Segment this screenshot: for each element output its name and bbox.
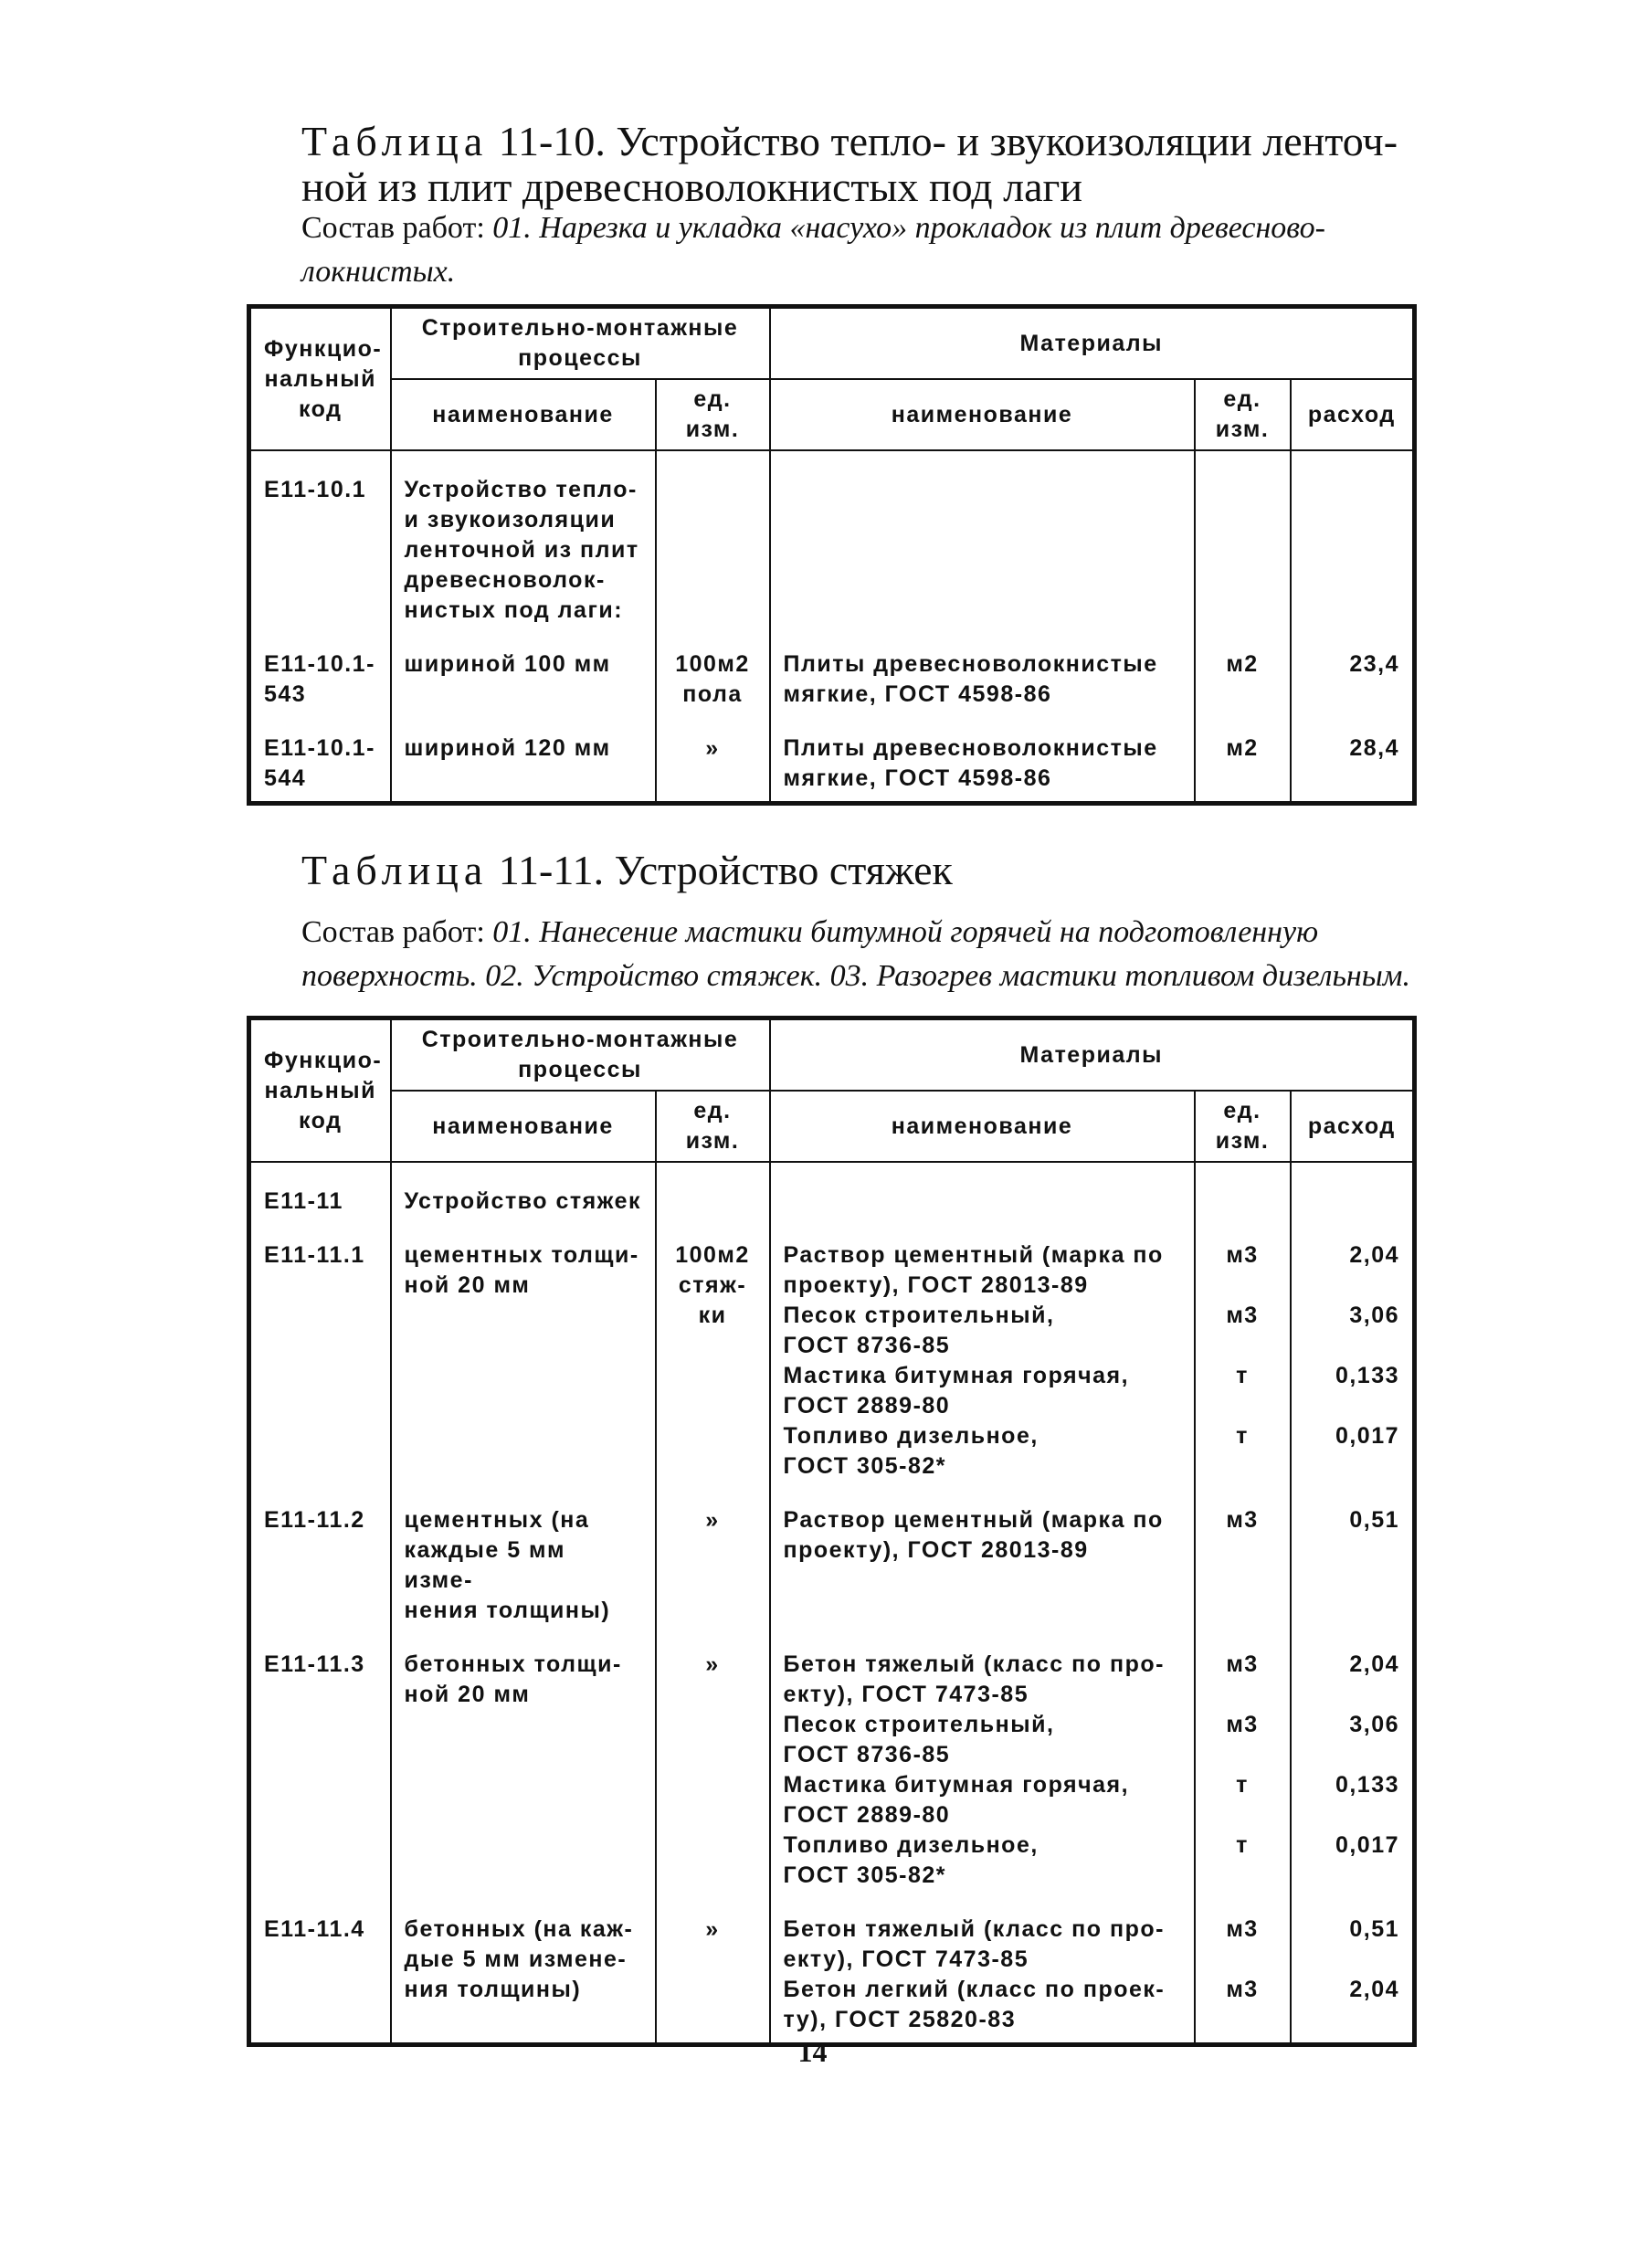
table-10-body bbox=[249, 450, 1415, 804]
process-name-line: бетонных (на каж- bbox=[404, 1916, 634, 1942]
process-name-cell bbox=[391, 1650, 656, 1891]
header-processes bbox=[391, 1018, 770, 1092]
header-code bbox=[249, 1018, 391, 1163]
process-name-line: Устройство стяжек bbox=[404, 1188, 641, 1214]
table-11-title-prefix: Таблица bbox=[301, 847, 489, 893]
process-unit-line: ки bbox=[698, 1303, 727, 1328]
header-consumption: расход bbox=[1291, 379, 1415, 450]
material-name-cell bbox=[770, 1240, 1195, 1482]
consumption-cell bbox=[1291, 1650, 1415, 1891]
material-unit-cell bbox=[1195, 1240, 1291, 1482]
process-unit-line: » bbox=[705, 735, 720, 761]
material-item bbox=[784, 1975, 1181, 2035]
process-name-cell bbox=[391, 1240, 656, 1482]
material-unit-cell bbox=[1195, 649, 1291, 710]
material-consumption: 3,06 bbox=[1349, 1712, 1400, 1737]
spacer-cell bbox=[391, 1482, 656, 1505]
code-line: Е11-11.4 bbox=[264, 1916, 365, 1942]
spacer-cell bbox=[1291, 710, 1415, 733]
spacer-cell bbox=[249, 1162, 391, 1187]
spacer-cell bbox=[1291, 1891, 1415, 1915]
table-11-header bbox=[249, 1018, 1415, 1163]
process-unit-line: » bbox=[705, 1916, 720, 1942]
code-line: 544 bbox=[264, 765, 307, 791]
composition-text-line1: 01. Нарезка и укладка «насухо» прокладок из плит древесново- bbox=[492, 211, 1325, 245]
process-unit-line: » bbox=[705, 1651, 720, 1677]
code-line: Е11-11.3 bbox=[264, 1651, 365, 1677]
material-name-line: екту), ГОСТ 7473-85 bbox=[783, 1946, 1029, 1972]
material-unit: т bbox=[1236, 1423, 1249, 1449]
material-name-cell bbox=[770, 1650, 1195, 1891]
process-name-line: ной 20 мм bbox=[404, 1682, 531, 1707]
spacer-cell bbox=[1195, 1162, 1291, 1187]
material-name-line: ГОСТ 8736-85 bbox=[783, 1333, 951, 1358]
spacer-cell bbox=[1195, 1482, 1291, 1505]
material-name-line: проекту), ГОСТ 28013-89 bbox=[783, 1272, 1089, 1298]
header-code-line: код bbox=[299, 1107, 343, 1134]
material-item bbox=[784, 1710, 1181, 1770]
header-material-unit-line: изм. bbox=[1215, 417, 1270, 442]
material-consumption: 23,4 bbox=[1349, 651, 1400, 677]
material-name-line: Топливо дизельное, bbox=[783, 1423, 1039, 1449]
spacer-cell bbox=[249, 1217, 391, 1240]
material-name-line: Плиты древесноволокнистые bbox=[783, 651, 1158, 677]
header-code-line: Функцио- bbox=[264, 335, 383, 362]
table-11-body bbox=[249, 1162, 1415, 2045]
material-unit: т bbox=[1236, 1832, 1249, 1858]
spacer-cell bbox=[391, 1891, 656, 1915]
material-unit: м3 bbox=[1226, 1507, 1259, 1533]
header-material-unit bbox=[1195, 1091, 1291, 1162]
spacer-row bbox=[249, 626, 1415, 649]
code-cell bbox=[249, 1505, 391, 1626]
composition-text-line2: поверхность. 02. Устройство стяжек. 03. Разогрев мастики топливом дизельным. bbox=[301, 959, 1411, 993]
material-unit-cell bbox=[1195, 1915, 1291, 2035]
material-unit: м3 bbox=[1226, 1242, 1259, 1268]
spacer-cell bbox=[391, 1626, 656, 1650]
table-11-composition bbox=[301, 911, 1416, 998]
material-item bbox=[784, 1650, 1181, 1710]
material-item bbox=[784, 649, 1181, 710]
table-10-title-line2: ной из плит древесноволокнистых под лаги bbox=[301, 164, 1082, 210]
process-name-line: ленточной из плит bbox=[404, 537, 639, 563]
spacer-cell bbox=[656, 1891, 770, 1915]
process-name-line: цементных (на bbox=[404, 1507, 590, 1533]
material-name-line: ГОСТ 8736-85 bbox=[783, 1742, 951, 1767]
header-processes-line: процессы bbox=[518, 345, 642, 371]
process-name-line: каждые 5 мм изме- bbox=[404, 1537, 566, 1593]
material-name-line: ГОСТ 2889-80 bbox=[783, 1393, 951, 1419]
material-unit: т bbox=[1236, 1363, 1249, 1388]
consumption-cell bbox=[1291, 1915, 1415, 2035]
code-cell bbox=[249, 1650, 391, 1891]
table-row bbox=[249, 1650, 1415, 1891]
spacer-cell bbox=[391, 626, 656, 649]
header-processes-line: Строительно-монтажные bbox=[421, 1027, 739, 1052]
material-item bbox=[784, 1915, 1181, 1975]
header-material-unit-line: ед. bbox=[1223, 386, 1261, 412]
material-unit-cell bbox=[1195, 475, 1291, 626]
table-row bbox=[249, 1505, 1415, 1626]
page-number: 14 bbox=[797, 2035, 828, 2068]
material-consumption: 0,017 bbox=[1335, 1832, 1400, 1858]
header-code-line: нальный bbox=[264, 365, 377, 392]
spacer-cell bbox=[391, 1217, 656, 1240]
material-item bbox=[784, 1770, 1181, 1830]
spacer-cell bbox=[770, 1162, 1195, 1187]
material-name-cell bbox=[770, 1187, 1195, 1217]
spacer-cell bbox=[391, 1162, 656, 1187]
material-consumption: 0,133 bbox=[1335, 1363, 1400, 1388]
table-row bbox=[249, 475, 1415, 626]
header-material-unit bbox=[1195, 379, 1291, 450]
spacer-cell bbox=[1291, 1482, 1415, 1505]
header-consumption: расход bbox=[1291, 1091, 1415, 1162]
material-item bbox=[784, 733, 1181, 794]
spacer-cell bbox=[1195, 1217, 1291, 1240]
table-row bbox=[249, 733, 1415, 794]
spacer-cell bbox=[1291, 1162, 1415, 1187]
table-10-title bbox=[301, 119, 1407, 210]
code-line: Е11-11.1 bbox=[264, 1242, 365, 1268]
table-10-header bbox=[249, 307, 1415, 451]
process-name-cell bbox=[391, 1187, 656, 1217]
spacer-cell bbox=[770, 1626, 1195, 1650]
process-unit-line: 100м2 bbox=[675, 651, 750, 677]
header-code-line: Функцио- bbox=[264, 1047, 383, 1073]
spacer-cell bbox=[391, 794, 656, 804]
material-name-line: мягкие, ГОСТ 4598-86 bbox=[783, 765, 1052, 791]
spacer-cell bbox=[1291, 1217, 1415, 1240]
material-name-cell bbox=[770, 733, 1195, 794]
material-unit: м2 bbox=[1226, 735, 1259, 761]
material-name-line: Мастика битумная горячая, bbox=[783, 1363, 1130, 1388]
header-unit-line: ед. bbox=[693, 386, 732, 412]
spacer-cell bbox=[656, 1162, 770, 1187]
table-10-title-text: 11-10. Устройство тепло- и звукоизоляции ленточ- bbox=[498, 118, 1398, 164]
spacer-cell bbox=[770, 1482, 1195, 1505]
consumption-cell bbox=[1291, 1240, 1415, 1482]
spacer-cell bbox=[770, 794, 1195, 804]
spacer-cell bbox=[656, 1217, 770, 1240]
material-name-line: ту), ГОСТ 25820-83 bbox=[783, 2007, 1017, 2032]
process-name-line: бетонных толщи- bbox=[404, 1651, 622, 1677]
spacer-cell bbox=[770, 1217, 1195, 1240]
table-10 bbox=[247, 304, 1417, 806]
material-name-line: Бетон легкий (класс по проек- bbox=[783, 1977, 1166, 2002]
code-line: Е11-11 bbox=[264, 1188, 343, 1214]
spacer-cell bbox=[656, 1482, 770, 1505]
header-unit-line: изм. bbox=[685, 1128, 740, 1154]
material-name-cell bbox=[770, 1915, 1195, 2035]
material-item bbox=[784, 1505, 1181, 1566]
spacer-cell bbox=[249, 1891, 391, 1915]
table-row bbox=[249, 1187, 1415, 1217]
process-name-line: дые 5 мм измене- bbox=[404, 1946, 628, 1972]
spacer-cell bbox=[249, 710, 391, 733]
spacer-row bbox=[249, 1891, 1415, 1915]
header-code bbox=[249, 307, 391, 451]
spacer-cell bbox=[391, 450, 656, 475]
material-consumption: 2,04 bbox=[1349, 1977, 1400, 2002]
consumption-cell bbox=[1291, 733, 1415, 794]
material-name-line: Топливо дизельное, bbox=[783, 1832, 1039, 1858]
material-unit-cell bbox=[1195, 733, 1291, 794]
material-name-line: екту), ГОСТ 7473-85 bbox=[783, 1682, 1029, 1707]
process-name-line: шириной 120 мм bbox=[404, 735, 611, 761]
process-name-cell bbox=[391, 1915, 656, 2035]
material-item bbox=[784, 1240, 1181, 1301]
material-name-line: Раствор цементный (марка по bbox=[783, 1242, 1164, 1268]
code-cell bbox=[249, 1240, 391, 1482]
code-line: 543 bbox=[264, 681, 307, 707]
material-name-cell bbox=[770, 1505, 1195, 1626]
spacer-cell bbox=[1291, 626, 1415, 649]
process-name-cell bbox=[391, 475, 656, 626]
code-cell bbox=[249, 649, 391, 710]
spacer-row bbox=[249, 450, 1415, 475]
material-name-cell bbox=[770, 649, 1195, 710]
process-name-line: древесноволок- bbox=[404, 567, 606, 593]
spacer-cell bbox=[249, 450, 391, 475]
material-unit: м3 bbox=[1226, 1916, 1259, 1942]
process-name-cell bbox=[391, 649, 656, 710]
material-unit-cell bbox=[1195, 1650, 1291, 1891]
spacer-cell bbox=[249, 1626, 391, 1650]
header-materials: Материалы bbox=[770, 1018, 1415, 1092]
spacer-cell bbox=[249, 1482, 391, 1505]
spacer-cell bbox=[249, 794, 391, 804]
spacer-cell bbox=[1291, 450, 1415, 475]
spacer-cell bbox=[1291, 1626, 1415, 1650]
header-code-line: код bbox=[299, 396, 343, 422]
header-unit bbox=[656, 379, 770, 450]
material-name-line: мягкие, ГОСТ 4598-86 bbox=[783, 681, 1052, 707]
spacer-cell bbox=[1195, 1891, 1291, 1915]
material-consumption: 0,133 bbox=[1335, 1772, 1400, 1798]
process-unit-cell bbox=[656, 649, 770, 710]
process-unit-line: стяж- bbox=[678, 1272, 747, 1298]
process-unit-cell bbox=[656, 475, 770, 626]
spacer-cell bbox=[1195, 710, 1291, 733]
process-unit-cell bbox=[656, 1915, 770, 2035]
material-name-line: ГОСТ 305-82* bbox=[783, 1453, 947, 1479]
process-unit-cell bbox=[656, 733, 770, 794]
process-name-line: шириной 100 мм bbox=[404, 651, 611, 677]
spacer-cell bbox=[656, 710, 770, 733]
header-material-name: наименование bbox=[770, 379, 1195, 450]
material-consumption: 2,04 bbox=[1349, 1242, 1400, 1268]
process-unit-cell bbox=[656, 1240, 770, 1482]
material-unit: м2 bbox=[1226, 651, 1259, 677]
consumption-cell bbox=[1291, 475, 1415, 626]
material-unit: м3 bbox=[1226, 1651, 1259, 1677]
header-code-line: нальный bbox=[264, 1077, 377, 1103]
material-unit: т bbox=[1236, 1772, 1249, 1798]
header-unit bbox=[656, 1091, 770, 1162]
material-unit: м3 bbox=[1226, 1303, 1259, 1328]
material-unit-cell bbox=[1195, 1505, 1291, 1626]
process-name-line: и звукоизоляции bbox=[404, 507, 617, 533]
material-consumption: 0,51 bbox=[1349, 1507, 1400, 1533]
material-name-line: Песок строительный, bbox=[783, 1303, 1055, 1328]
process-name-cell bbox=[391, 733, 656, 794]
spacer-row bbox=[249, 1482, 1415, 1505]
spacer-cell bbox=[656, 1626, 770, 1650]
code-cell bbox=[249, 475, 391, 626]
material-unit-cell bbox=[1195, 1187, 1291, 1217]
composition-label: Состав работ: bbox=[301, 915, 485, 949]
code-line: Е11-10.1- bbox=[264, 735, 375, 761]
header-material-unit-line: изм. bbox=[1215, 1128, 1270, 1154]
header-unit-line: изм. bbox=[685, 417, 740, 442]
consumption-cell bbox=[1291, 1505, 1415, 1626]
material-consumption: 28,4 bbox=[1349, 735, 1400, 761]
process-name-line: ной 20 мм bbox=[404, 1272, 531, 1298]
header-processes bbox=[391, 307, 770, 380]
header-materials: Материалы bbox=[770, 307, 1415, 380]
process-unit-cell bbox=[656, 1187, 770, 1217]
process-name-line: нистых под лаги: bbox=[404, 597, 624, 623]
spacer-row bbox=[249, 710, 1415, 733]
material-name-line: Плиты древесноволокнистые bbox=[783, 735, 1158, 761]
header-processes-line: Строительно-монтажные bbox=[421, 315, 739, 341]
consumption-cell bbox=[1291, 1187, 1415, 1217]
spacer-cell bbox=[1195, 626, 1291, 649]
header-unit-line: ед. bbox=[693, 1098, 732, 1123]
spacer-cell bbox=[770, 710, 1195, 733]
material-name-line: проекту), ГОСТ 28013-89 bbox=[783, 1537, 1089, 1563]
composition-text-line2: локнистых. bbox=[301, 255, 456, 289]
process-unit-line: 100м2 bbox=[675, 1242, 750, 1268]
table-10-title-prefix: Таблица bbox=[301, 118, 489, 164]
spacer-cell bbox=[1195, 1626, 1291, 1650]
material-name-line: Бетон тяжелый (класс по про- bbox=[783, 1916, 1165, 1942]
spacer-row bbox=[249, 794, 1415, 804]
spacer-cell bbox=[249, 626, 391, 649]
spacer-cell bbox=[770, 1891, 1195, 1915]
process-name-line: цементных толщи- bbox=[404, 1242, 639, 1268]
spacer-cell bbox=[656, 626, 770, 649]
process-unit-cell bbox=[656, 1505, 770, 1626]
process-unit-cell bbox=[656, 1650, 770, 1891]
material-unit: м3 bbox=[1226, 1977, 1259, 2002]
code-line: Е11-11.2 bbox=[264, 1507, 365, 1533]
spacer-cell bbox=[1195, 794, 1291, 804]
material-name-line: Песок строительный, bbox=[783, 1712, 1055, 1737]
material-name-line: ГОСТ 2889-80 bbox=[783, 1802, 951, 1828]
material-consumption: 0,017 bbox=[1335, 1423, 1400, 1449]
spacer-cell bbox=[770, 626, 1195, 649]
process-unit-line: » bbox=[705, 1507, 720, 1533]
process-name-line: ния толщины) bbox=[404, 1977, 582, 2002]
material-item bbox=[784, 1361, 1181, 1421]
spacer-cell bbox=[1195, 450, 1291, 475]
material-item bbox=[784, 1421, 1181, 1482]
table-10-composition bbox=[301, 206, 1416, 294]
consumption-cell bbox=[1291, 649, 1415, 710]
spacer-cell bbox=[391, 710, 656, 733]
material-unit: м3 bbox=[1226, 1712, 1259, 1737]
material-name-line: Мастика битумная горячая, bbox=[783, 1772, 1130, 1798]
spacer-row bbox=[249, 1162, 1415, 1187]
spacer-row bbox=[249, 1626, 1415, 1650]
code-line: Е11-10.1 bbox=[264, 477, 367, 502]
spacer-row bbox=[249, 1217, 1415, 1240]
header-name: наименование bbox=[391, 1091, 656, 1162]
material-consumption: 3,06 bbox=[1349, 1303, 1400, 1328]
header-material-name: наименование bbox=[770, 1091, 1195, 1162]
material-item bbox=[784, 1301, 1181, 1361]
composition-label: Состав работ: bbox=[301, 211, 485, 245]
material-name-cell bbox=[770, 475, 1195, 626]
material-name-line: ГОСТ 305-82* bbox=[783, 1862, 947, 1888]
table-11 bbox=[247, 1016, 1417, 2047]
material-consumption: 2,04 bbox=[1349, 1651, 1400, 1677]
spacer-cell bbox=[770, 450, 1195, 475]
spacer-cell bbox=[656, 450, 770, 475]
material-name-line: Раствор цементный (марка по bbox=[783, 1507, 1164, 1533]
material-consumption: 0,51 bbox=[1349, 1916, 1400, 1942]
code-cell bbox=[249, 1187, 391, 1217]
header-processes-line: процессы bbox=[518, 1057, 642, 1082]
table-row bbox=[249, 1240, 1415, 1482]
composition-text-line1: 01. Нанесение мастики битумной горячей на подготовленную bbox=[492, 915, 1319, 949]
process-unit-line: пола bbox=[682, 681, 743, 707]
process-name-line: нения толщины) bbox=[404, 1598, 611, 1623]
table-11-title-text: 11-11. Устройство стяжек bbox=[498, 847, 953, 893]
code-cell bbox=[249, 1915, 391, 2035]
process-name-line: Устройство тепло- bbox=[404, 477, 638, 502]
table-row bbox=[249, 649, 1415, 710]
process-name-cell bbox=[391, 1505, 656, 1626]
table-11-title bbox=[301, 848, 1407, 893]
material-item bbox=[784, 1830, 1181, 1891]
code-line: Е11-10.1- bbox=[264, 651, 375, 677]
spacer-cell bbox=[1291, 794, 1415, 804]
table-row bbox=[249, 1915, 1415, 2035]
spacer-cell bbox=[656, 794, 770, 804]
material-name-line: Бетон тяжелый (класс по про- bbox=[783, 1651, 1165, 1677]
header-material-unit-line: ед. bbox=[1223, 1098, 1261, 1123]
code-cell bbox=[249, 733, 391, 794]
header-name: наименование bbox=[391, 379, 656, 450]
